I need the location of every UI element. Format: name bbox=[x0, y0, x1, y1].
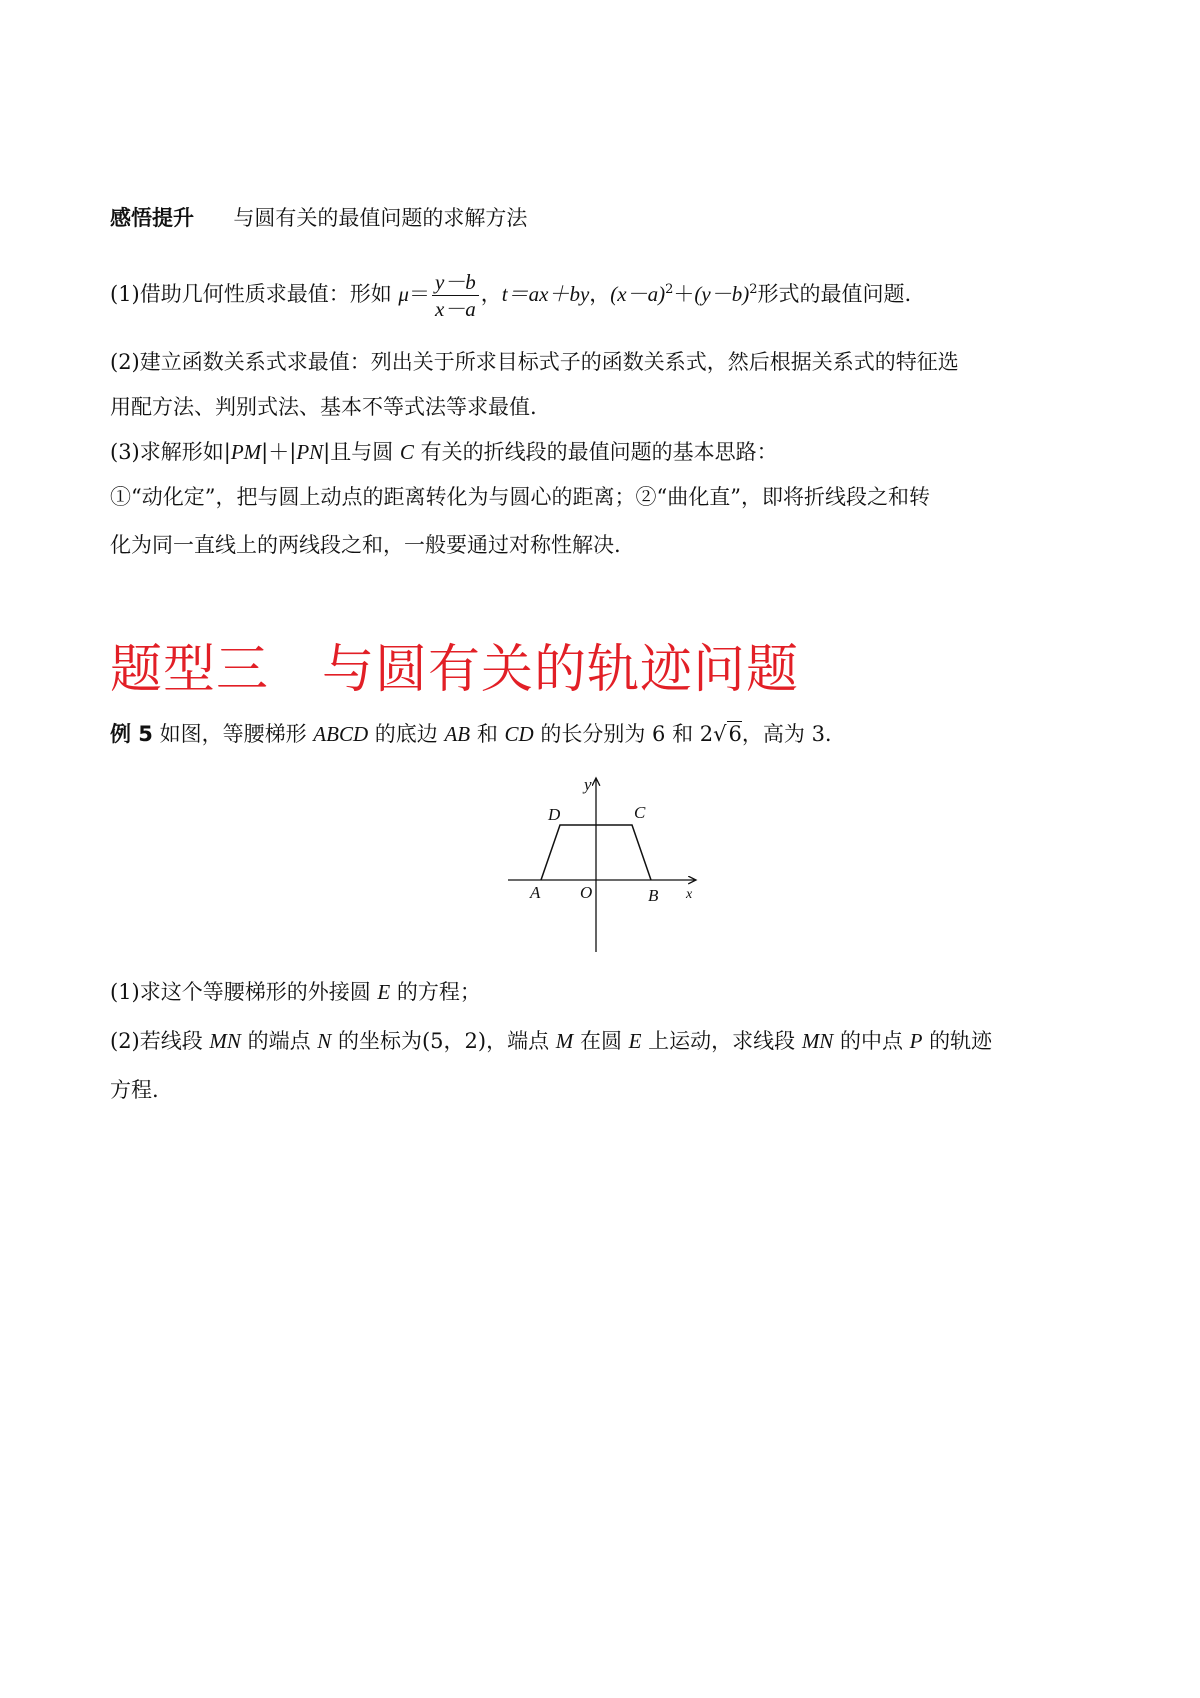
example-text-c: 和 bbox=[470, 722, 505, 746]
example-label: 例 5 bbox=[110, 722, 153, 746]
label-b: B bbox=[648, 886, 659, 905]
example-text-e: ，高为 3. bbox=[741, 722, 832, 746]
fraction bbox=[432, 269, 479, 322]
item-2-line-2: 用配方法、判别式法、基本不等式法等求最值. bbox=[110, 395, 537, 419]
q2-mn: MN bbox=[209, 1029, 241, 1053]
expr-square-2: (y－b) bbox=[694, 282, 750, 306]
item-2-line-1: (2)建立函数关系式求最值：列出关于所求目标式子的函数关系式，然后根据关系式的特征选 bbox=[110, 350, 959, 374]
exponent-1: 2 bbox=[665, 282, 674, 297]
item3-circle: C bbox=[399, 440, 414, 464]
item3-text-d: 有关的折线段的最值问题的基本思路： bbox=[413, 440, 778, 464]
expr-square-1: (x－a) bbox=[610, 282, 666, 306]
example-ab: AB bbox=[444, 722, 471, 746]
example-text-b: 的底边 bbox=[368, 722, 445, 746]
label-a: A bbox=[530, 883, 541, 902]
sqrt-sign: √ bbox=[713, 722, 727, 746]
q2-text-d: 在圆 bbox=[573, 1029, 629, 1053]
item-3 bbox=[110, 440, 1100, 464]
plus-sign: ＋ bbox=[673, 282, 695, 306]
q2-text-f: 上运动，求线段 bbox=[641, 1029, 802, 1053]
trapezoid-figure bbox=[500, 770, 710, 956]
q1-text-b: 的方程； bbox=[390, 980, 481, 1004]
item3-pm: PM bbox=[230, 440, 262, 464]
expr-t: t＝ax＋by bbox=[501, 282, 590, 306]
insight-label: 感悟提升 bbox=[110, 206, 194, 230]
item3-text-b: |＋| bbox=[261, 440, 297, 464]
mu-symbol: μ bbox=[398, 282, 409, 306]
equals-sign: ＝ bbox=[408, 282, 430, 306]
q2-text-a: (2)若线段 bbox=[110, 1029, 210, 1053]
item3-text-a: (3)求解形如| bbox=[110, 440, 231, 464]
q2-n: N bbox=[317, 1029, 332, 1053]
exponent-2: 2 bbox=[749, 282, 758, 297]
q2-text-c: 的坐标为(5，2)，端点 bbox=[331, 1029, 556, 1053]
q1-circle-e: E bbox=[377, 980, 391, 1004]
q2-m: M bbox=[555, 1029, 574, 1053]
fraction-numerator: y－b bbox=[432, 269, 479, 296]
question-2 bbox=[110, 1029, 1100, 1053]
label-x: x bbox=[686, 887, 693, 902]
item1-prefix: (1)借助几何性质求最值：形如 bbox=[110, 282, 399, 306]
question-1 bbox=[110, 980, 1100, 1004]
comma-2: ， bbox=[589, 282, 611, 306]
q2-p: P bbox=[909, 1029, 923, 1053]
label-o: O bbox=[580, 883, 593, 902]
label-d: D bbox=[548, 805, 561, 824]
example-text-d: 的长分别为 6 和 2 bbox=[533, 722, 714, 746]
item-4-line-1: ①“动化定”，把与圆上动点的距离转化为与圆心的距离；②“曲化直”，即将折线段之和转 bbox=[110, 485, 930, 509]
question-2-line-2: 方程. bbox=[110, 1078, 159, 1102]
q2-text-g: 的中点 bbox=[833, 1029, 910, 1053]
item3-text-c: |且与圆 bbox=[323, 440, 400, 464]
fraction-denominator: x－a bbox=[434, 297, 476, 321]
q2-text-h: 的轨迹 bbox=[922, 1029, 993, 1053]
q1-text-a: (1)求这个等腰梯形的外接圆 bbox=[110, 980, 378, 1004]
comma: ， bbox=[480, 282, 502, 306]
sqrt-value: 6 bbox=[728, 722, 742, 746]
item-4-line-2: 化为同一直线上的两线段之和，一般要通过对称性解决. bbox=[110, 533, 621, 557]
q2-text-b: 的端点 bbox=[240, 1029, 318, 1053]
insight-header bbox=[110, 206, 1100, 230]
insight-title: 与圆有关的最值问题的求解方法 bbox=[233, 206, 528, 230]
item3-pn: PN bbox=[296, 440, 324, 464]
example-text-a: 如图，等腰梯形 bbox=[152, 722, 314, 746]
item-1 bbox=[110, 264, 1100, 322]
example-cd: CD bbox=[504, 722, 534, 746]
example-abcd: ABCD bbox=[313, 722, 369, 746]
item1-suffix: 形式的最值问题. bbox=[757, 282, 912, 306]
section-heading: 题型三 与圆有关的轨迹问题 bbox=[110, 640, 800, 700]
q2-e: E bbox=[628, 1029, 642, 1053]
label-y: y bbox=[584, 775, 592, 794]
q2-mn-2: MN bbox=[801, 1029, 834, 1053]
label-c: C bbox=[634, 803, 646, 822]
example-5 bbox=[110, 722, 1100, 746]
